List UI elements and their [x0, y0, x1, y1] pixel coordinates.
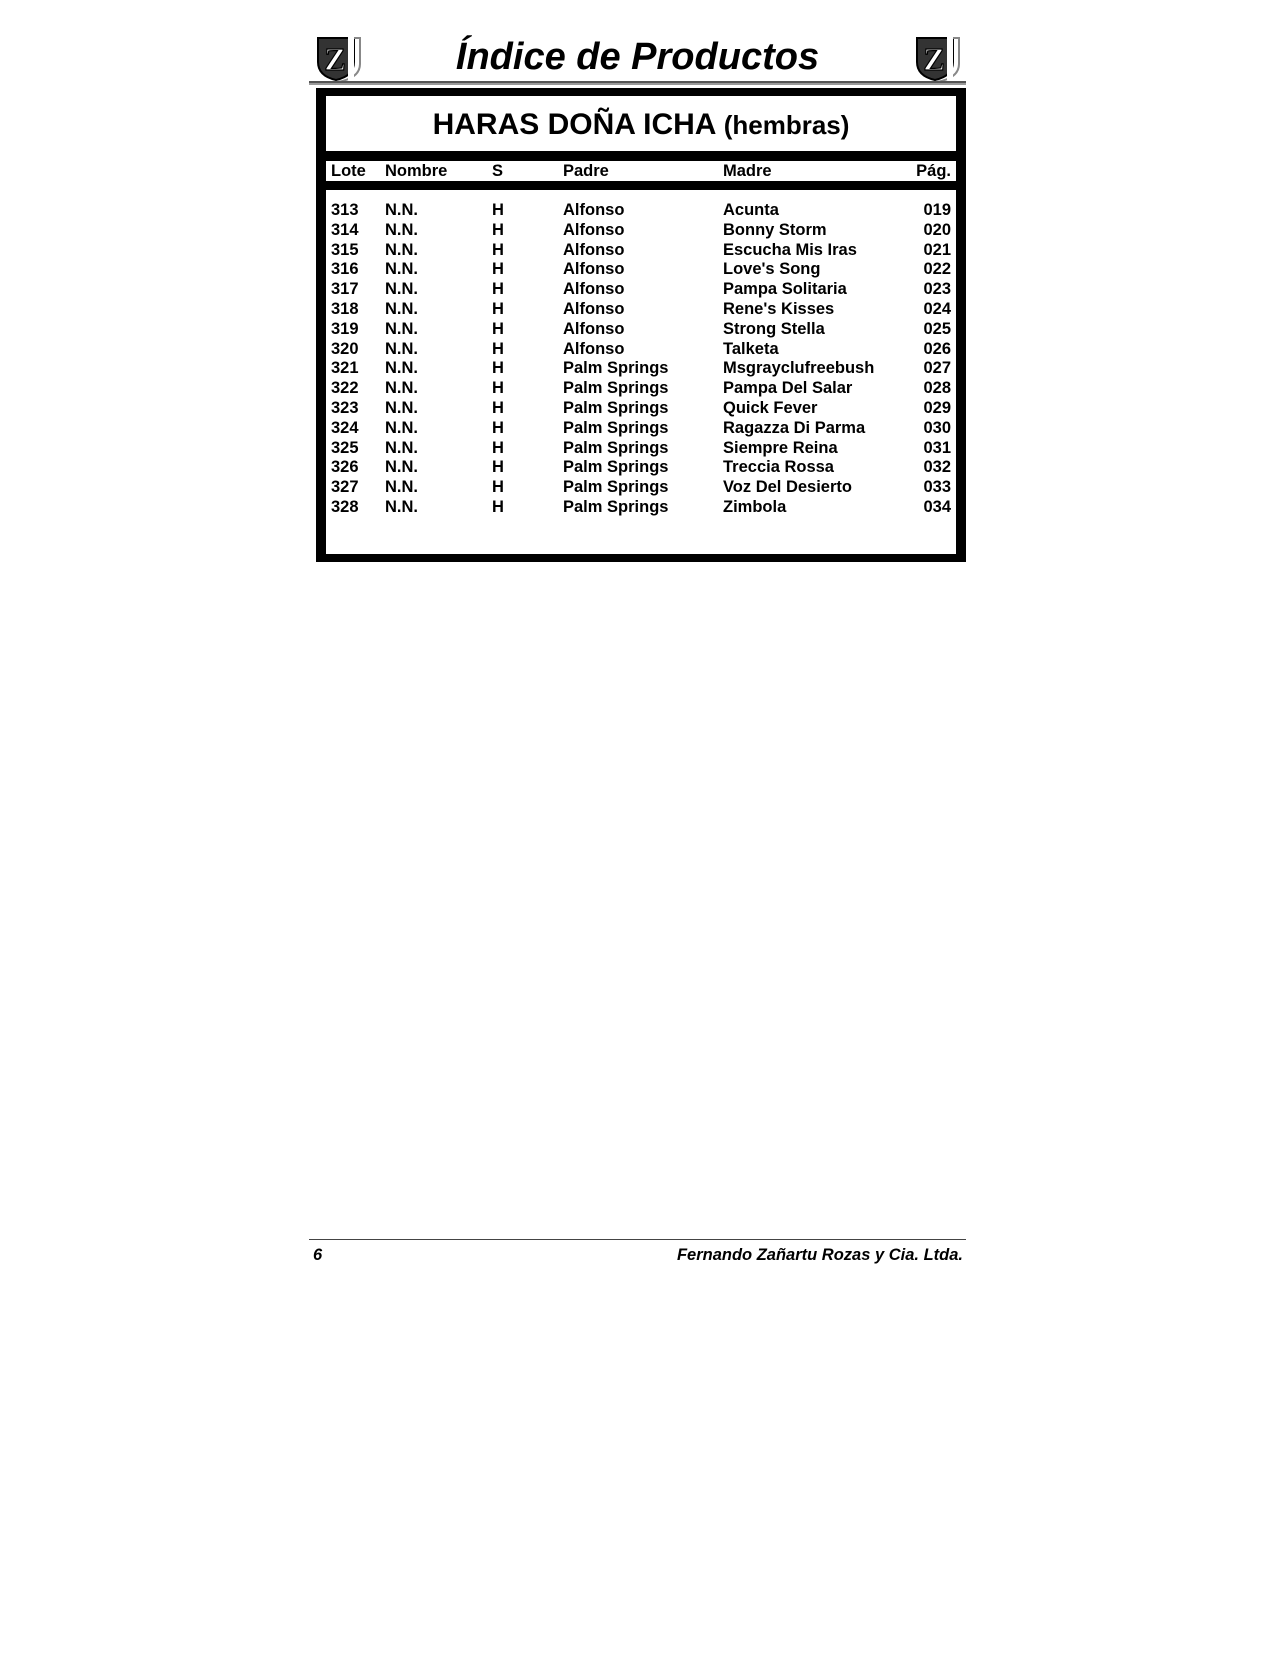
cell-pag: 019	[923, 201, 951, 219]
cell-nombre: N.N.	[385, 260, 418, 279]
cell-s: H	[492, 260, 504, 279]
table-row	[326, 200, 956, 220]
table-row	[326, 259, 956, 279]
cell-madre: Treccia Rossa	[723, 458, 834, 477]
cell-padre: Alfonso	[563, 260, 625, 279]
cell-s: H	[492, 379, 504, 398]
cell-nombre: N.N.	[385, 458, 418, 477]
cell-padre: Palm Springs	[563, 438, 669, 457]
cell-s: H	[492, 339, 504, 358]
table-row	[326, 398, 956, 418]
index-table-frame	[316, 88, 966, 562]
cell-madre: Talketa	[723, 339, 779, 358]
svg-text:Z: Z	[324, 41, 346, 77]
cell-s: H	[492, 201, 504, 219]
cell-lote: 321	[331, 359, 359, 378]
cell-nombre: N.N.	[385, 418, 418, 437]
cell-padre: Palm Springs	[563, 418, 669, 437]
cell-madre: Bonny Storm	[723, 220, 827, 239]
cell-lote: 318	[331, 300, 359, 318]
cell-madre: Love's Song	[723, 260, 821, 279]
cell-s: H	[492, 478, 504, 497]
page-title: Índice de Productos	[455, 36, 820, 78]
footer-divider	[309, 1239, 966, 1240]
cell-pag: 024	[923, 300, 951, 318]
cell-lote: 320	[331, 339, 359, 358]
cell-nombre: N.N.	[385, 359, 418, 378]
table-row	[326, 477, 956, 497]
page-footer	[309, 1245, 966, 1269]
cell-padre: Palm Springs	[563, 458, 669, 477]
cell-pag: 034	[923, 498, 951, 516]
cell-pag: 025	[923, 319, 951, 338]
table-row	[326, 299, 956, 319]
cell-s: H	[492, 438, 504, 457]
cell-madre: Escucha Mis Iras	[723, 240, 857, 259]
cell-madre: Voz Del Desierto	[723, 478, 852, 497]
cell-pag: 032	[923, 458, 951, 477]
cell-padre: Alfonso	[563, 339, 625, 358]
cell-nombre: N.N.	[385, 300, 418, 318]
table-row	[326, 319, 956, 339]
cell-pag: 031	[923, 438, 951, 457]
cell-s: H	[492, 418, 504, 437]
cell-nombre: N.N.	[385, 201, 418, 219]
cell-madre: Ragazza Di Parma	[723, 418, 866, 437]
header-divider	[309, 81, 966, 85]
column-header-madre: Madre	[723, 162, 772, 180]
cell-s: H	[492, 458, 504, 477]
cell-pag: 027	[923, 359, 951, 378]
cell-lote: 324	[331, 418, 359, 437]
cell-s: H	[492, 498, 504, 516]
cell-madre: Pampa Del Salar	[723, 379, 853, 398]
section-title-main: HARAS DOÑA ICHA	[432, 108, 716, 141]
cell-madre: Quick Fever	[723, 399, 818, 417]
page-header	[309, 30, 966, 86]
cell-lote: 317	[331, 280, 359, 299]
cell-lote: 313	[331, 201, 359, 219]
cell-padre: Alfonso	[563, 319, 625, 338]
table-row	[326, 279, 956, 299]
catalog-page	[309, 30, 966, 516]
company-logo-right	[913, 34, 961, 82]
cell-padre: Palm Springs	[563, 399, 669, 417]
cell-lote: 314	[331, 220, 359, 239]
cell-nombre: N.N.	[385, 319, 418, 338]
cell-padre: Palm Springs	[563, 359, 669, 378]
table-row	[326, 438, 956, 458]
table-row	[326, 457, 956, 477]
table-row	[326, 497, 956, 517]
cell-padre: Alfonso	[563, 201, 625, 219]
cell-lote: 327	[331, 478, 359, 497]
cell-pag: 023	[923, 280, 951, 299]
table-row	[326, 418, 956, 438]
cell-lote: 315	[331, 240, 359, 259]
column-header-lote: Lote	[331, 162, 366, 180]
cell-lote: 322	[331, 379, 359, 398]
cell-pag: 020	[923, 220, 951, 239]
cell-pag: 033	[923, 478, 951, 497]
cell-nombre: N.N.	[385, 280, 418, 299]
cell-s: H	[492, 319, 504, 338]
column-header-padre: Padre	[563, 162, 609, 180]
table-row	[326, 220, 956, 240]
cell-s: H	[492, 220, 504, 239]
cell-padre: Palm Springs	[563, 498, 669, 516]
cell-nombre: N.N.	[385, 379, 418, 398]
cell-s: H	[492, 300, 504, 318]
cell-madre: Acunta	[723, 201, 779, 219]
cell-madre: Strong Stella	[723, 319, 825, 338]
cell-madre: Siempre Reina	[723, 438, 838, 457]
cell-pag: 021	[923, 240, 951, 259]
cell-madre: Rene's Kisses	[723, 300, 835, 318]
section-title-sub: (hembras)	[723, 110, 850, 140]
cell-nombre: N.N.	[385, 478, 418, 497]
cell-madre: Pampa Solitaria	[723, 280, 847, 299]
cell-pag: 030	[923, 418, 951, 437]
cell-nombre: N.N.	[385, 339, 418, 358]
cell-s: H	[492, 240, 504, 259]
column-header-s: S	[492, 162, 504, 180]
cell-madre: Zimbola	[723, 498, 787, 516]
cell-padre: Alfonso	[563, 300, 625, 318]
cell-padre: Alfonso	[563, 220, 625, 239]
cell-nombre: N.N.	[385, 399, 418, 417]
cell-s: H	[492, 399, 504, 417]
company-name: Fernando Zañartu Rozas y Cia. Ltda.	[676, 1246, 963, 1264]
cell-nombre: N.N.	[385, 240, 418, 259]
cell-s: H	[492, 280, 504, 299]
cell-lote: 328	[331, 498, 359, 516]
cell-pag: 028	[923, 379, 951, 398]
svg-text:Z: Z	[923, 41, 945, 77]
page-number: 6	[313, 1246, 323, 1264]
cell-lote: 316	[331, 260, 359, 279]
table-row	[326, 358, 956, 378]
cell-lote: 326	[331, 458, 359, 477]
table-row	[326, 339, 956, 359]
cell-nombre: N.N.	[385, 498, 418, 516]
table-body	[326, 190, 956, 554]
cell-nombre: N.N.	[385, 220, 418, 239]
section-title	[326, 96, 956, 151]
cell-lote: 325	[331, 438, 359, 457]
cell-pag: 026	[923, 339, 951, 358]
cell-padre: Alfonso	[563, 240, 625, 259]
cell-madre: Msgrayclufreebush	[723, 359, 875, 378]
cell-padre: Alfonso	[563, 280, 625, 299]
cell-padre: Palm Springs	[563, 478, 669, 497]
table-row	[326, 240, 956, 260]
cell-s: H	[492, 359, 504, 378]
column-header-pag: Pág.	[916, 162, 951, 180]
column-header-nombre: Nombre	[385, 162, 448, 180]
cell-pag: 022	[923, 260, 951, 279]
table-header-row	[326, 161, 956, 181]
cell-nombre: N.N.	[385, 438, 418, 457]
cell-padre: Palm Springs	[563, 379, 669, 398]
cell-lote: 323	[331, 399, 359, 417]
cell-lote: 319	[331, 319, 359, 338]
cell-pag: 029	[923, 399, 951, 417]
table-row	[326, 378, 956, 398]
